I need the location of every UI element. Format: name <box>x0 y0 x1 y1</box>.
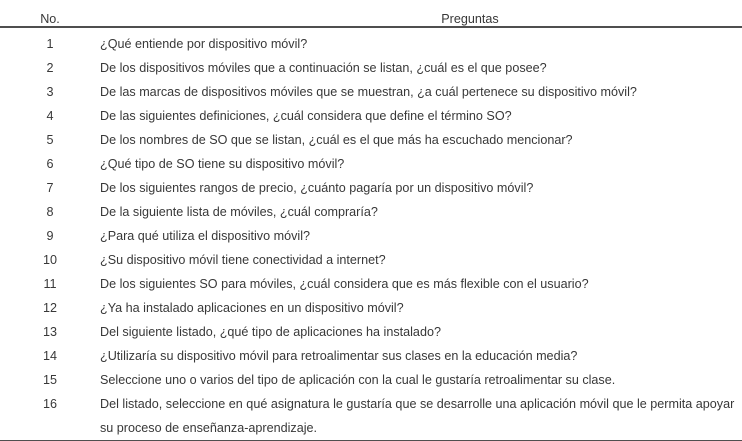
row-question: De los nombres de SO que se listan, ¿cuál es el que más ha escuchado mencionar? <box>100 133 573 147</box>
table-row <box>0 320 742 344</box>
row-question: Seleccione uno o varios del tipo de aplicación con la cual le gustaría retroalimentar su clase. <box>100 373 616 387</box>
row-number: 7 <box>46 181 54 195</box>
column-header-preguntas-cell <box>100 0 742 27</box>
row-number: 8 <box>46 205 54 219</box>
table-row <box>0 296 742 320</box>
table-row <box>0 344 742 368</box>
row-number: 12 <box>42 301 57 315</box>
row-number: 9 <box>46 229 54 243</box>
table-row <box>0 200 742 224</box>
row-number: 1 <box>46 37 54 51</box>
table-row <box>0 128 742 152</box>
row-number: 5 <box>46 133 54 147</box>
table-row <box>0 56 742 80</box>
table-row <box>0 272 742 296</box>
header-row <box>0 0 742 27</box>
row-number: 3 <box>46 85 54 99</box>
table-body <box>0 27 742 441</box>
table-row <box>0 104 742 128</box>
table-row <box>0 176 742 200</box>
row-number: 2 <box>46 61 54 75</box>
row-number: 14 <box>42 349 57 363</box>
table-row <box>0 152 742 176</box>
column-header-no: No. <box>0 0 100 27</box>
row-question: ¿Qué tipo de SO tiene su dispositivo móvil? <box>100 157 345 171</box>
table-row <box>0 248 742 272</box>
table-row <box>0 27 742 56</box>
table-header <box>0 0 742 27</box>
row-number: 11 <box>43 277 57 291</box>
table-row <box>0 392 742 441</box>
row-number: 4 <box>46 109 54 123</box>
row-number: 6 <box>46 157 54 171</box>
row-question: Del listado, seleccione en qué asignatura le gustaría que se desarrolle una aplicación móvil que le permita apoyar su proceso de enseñanza-aprendizaje. <box>100 397 735 435</box>
row-question: Del siguiente listado, ¿qué tipo de aplicaciones ha instalado? <box>100 325 441 339</box>
row-question: ¿Qué entiende por dispositivo móvil? <box>100 37 308 51</box>
row-question: De los siguientes rangos de precio, ¿cuánto pagaría por un dispositivo móvil? <box>100 181 534 195</box>
row-question: De la siguiente lista de móviles, ¿cuál compraría? <box>100 205 378 219</box>
row-number: 16 <box>42 397 57 411</box>
row-question: De las marcas de dispositivos móviles que se muestran, ¿a cuál pertenece su dispositivo móvil? <box>100 85 637 99</box>
row-question: ¿Utilizaría su dispositivo móvil para retroalimentar sus clases en la educación media? <box>100 349 578 363</box>
row-question: De las siguientes definiciones, ¿cuál considera que define el término SO? <box>100 109 512 123</box>
row-number: 15 <box>42 373 57 387</box>
row-question: De los siguientes SO para móviles, ¿cuál considera que es más flexible con el usuario? <box>100 277 589 291</box>
row-question: ¿Para qué utiliza el dispositivo móvil? <box>100 229 310 243</box>
row-number: 13 <box>42 325 57 339</box>
column-header-preguntas: Preguntas <box>441 12 499 26</box>
table-row <box>0 80 742 104</box>
table-row <box>0 368 742 392</box>
row-question: De los dispositivos móviles que a continuación se listan, ¿cuál es el que posee? <box>100 61 547 75</box>
row-number: 10 <box>42 253 57 267</box>
row-question: ¿Su dispositivo móvil tiene conectividad a internet? <box>100 253 386 267</box>
row-question: ¿Ya ha instalado aplicaciones en un dispositivo móvil? <box>100 301 404 315</box>
table-row <box>0 224 742 248</box>
